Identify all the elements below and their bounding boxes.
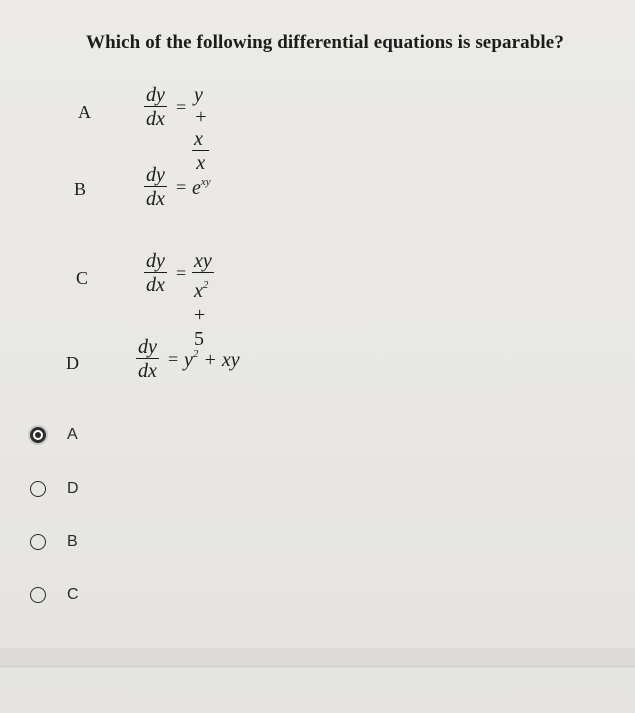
- den-exponent: 2: [202, 279, 209, 291]
- rhs-base: y: [184, 349, 193, 371]
- fraction-denominator: dx: [138, 360, 157, 382]
- fraction-denominator: dx: [146, 108, 165, 130]
- option-a-letter: A: [78, 102, 91, 122]
- dydx-fraction: [136, 336, 159, 383]
- choice-d[interactable]: [30, 480, 79, 498]
- dydx-fraction: [144, 164, 167, 211]
- choice-label: A: [67, 426, 78, 443]
- fraction-denominator: dx: [146, 188, 165, 210]
- choice-label: B: [67, 533, 78, 550]
- option-d-letter: D: [66, 353, 79, 373]
- rhs-exponent: 2: [192, 348, 199, 360]
- radio-unselected[interactable]: [30, 587, 46, 603]
- den-base: x: [194, 280, 203, 302]
- fraction-numerator: xy: [194, 250, 212, 272]
- fraction-numerator: y + x: [194, 84, 208, 150]
- equals-sign: =: [176, 97, 187, 117]
- equals-sign: =: [176, 263, 187, 283]
- dydx-fraction: [144, 250, 167, 297]
- choice-a[interactable]: [30, 426, 78, 444]
- option-c-letter: C: [76, 268, 89, 288]
- fraction-numerator: dy: [138, 336, 157, 358]
- fraction-numerator: dy: [146, 250, 165, 272]
- footer-divider: [0, 666, 635, 667]
- option-b-letter: B: [74, 179, 87, 199]
- rhs-expression: [184, 348, 240, 372]
- rhs-rest: + xy: [198, 349, 240, 371]
- radio-unselected[interactable]: [30, 481, 46, 497]
- den-rest: + 5: [194, 304, 206, 350]
- dydx-fraction: [144, 84, 167, 131]
- fraction-denominator: x: [196, 152, 206, 174]
- choice-label: C: [67, 586, 79, 603]
- footer-band: [0, 648, 635, 666]
- rhs-expression: [192, 176, 211, 200]
- rhs-base: e: [192, 177, 201, 199]
- question-text: Which of the following differential equations is separable?: [86, 32, 564, 53]
- choice-b[interactable]: [30, 533, 78, 551]
- fraction-numerator: dy: [146, 84, 165, 106]
- radio-unselected[interactable]: [30, 534, 46, 550]
- radio-selected[interactable]: [30, 427, 46, 443]
- fraction-denominator: dx: [146, 274, 165, 296]
- equals-sign: =: [176, 177, 187, 197]
- rhs-fraction: [192, 84, 209, 175]
- rhs-exponent: xy: [200, 176, 211, 188]
- fraction-numerator: dy: [146, 164, 165, 186]
- equals-sign: =: [168, 349, 179, 369]
- choice-label: D: [67, 480, 79, 497]
- choice-c[interactable]: [30, 586, 79, 604]
- fraction-denominator: [192, 273, 214, 351]
- rhs-fraction: [192, 250, 214, 351]
